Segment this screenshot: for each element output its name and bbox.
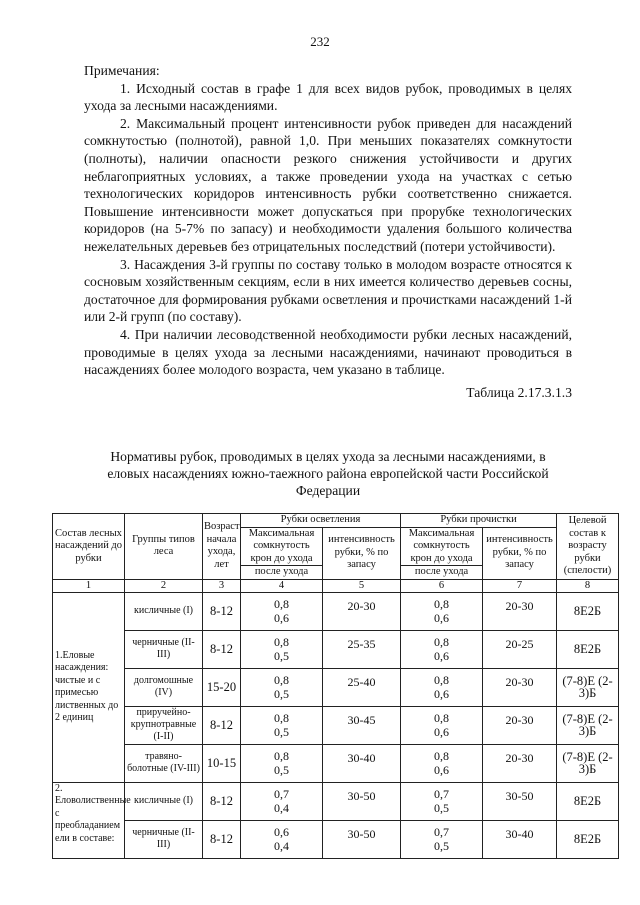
norms-table	[52, 513, 619, 859]
group-cell: долгомошные (IV)	[125, 668, 203, 706]
notes-section	[84, 62, 572, 401]
header-age: Возраст начала ухода, лет	[203, 514, 241, 580]
age-cell: 15-20	[203, 668, 241, 706]
thin-intensity-cell	[483, 630, 557, 668]
thin-after-value: 0,6	[434, 687, 450, 701]
column-number: 2	[125, 579, 203, 592]
clear-density-cell	[241, 668, 323, 706]
page-number: 232	[310, 34, 330, 49]
clear-density-cell	[241, 592, 323, 630]
thin-intensity-cell	[483, 706, 557, 744]
clear-max-value: 0,6	[274, 825, 289, 839]
table-row	[53, 630, 619, 668]
clear-after-value: 0,6	[274, 611, 289, 625]
clear-intensity-value: 30-45	[347, 713, 376, 727]
table-row	[53, 744, 619, 782]
target-cell: (7-8)Е (2-3)Б	[557, 706, 619, 744]
notes-heading: Примечания:	[84, 63, 160, 78]
clear-intensity-value: 25-40	[347, 675, 376, 689]
table-row	[53, 820, 619, 858]
thin-intensity-value: 20-30	[505, 713, 534, 727]
age-cell: 8-12	[203, 630, 241, 668]
note-2: 2. Максимальный процент интенсивности рубок приведен для насаждений сомкнутостью (полнотой), равной 1,0. При меньших показателях сомкнутости (полноты), наличии опасности резкого снижения устойчивости и других неблагоприятных условиях, а также проведении ухода на участках с сетью технологических коридоров интенсивность рубки соответственно снижается. Повышение интенсивности может допускаться при прорубке технологических коридоров (на 5-7% по запасу) и необходимости удаления большого количества нежелательных деревьев без отрицательных последствий (потери устойчивости).	[84, 115, 572, 254]
note-1: 1. Исходный состав в графе 1 для всех видов рубок, проводимых в целях ухода за лесными насаждениями.	[84, 80, 572, 114]
thin-density-cell	[401, 706, 483, 744]
thin-intensity-cell	[483, 592, 557, 630]
thin-intensity-cell	[483, 782, 557, 820]
thin-max-value: 0,8	[434, 711, 450, 725]
column-number: 6	[401, 579, 483, 592]
table-row	[53, 706, 619, 744]
group-cell: кисличные (I)	[125, 592, 203, 630]
clear-after-value: 0,5	[274, 687, 289, 701]
thin-intensity-value: 20-30	[505, 751, 534, 765]
target-cell: 8Е2Б	[557, 630, 619, 668]
note-4: 4. При наличии лесоводственной необходимости рубки лесных насаждений, проводимые в целях ухода за лесными насаждениями, начинают проводиться в насаждениях более молодого возраста, чем указано в таблице.	[84, 326, 572, 378]
table-label: Таблица 2.17.3.1.3	[466, 384, 572, 400]
group-cell: черничные (II-III)	[125, 630, 203, 668]
age-cell: 10-15	[203, 744, 241, 782]
age-cell: 8-12	[203, 706, 241, 744]
clear-after-value: 0,5	[274, 763, 289, 777]
clear-density-cell	[241, 630, 323, 668]
group-cell: приручейно-крупнотравные (I-II)	[125, 706, 203, 744]
thin-max-value: 0,8	[434, 673, 450, 687]
clear-intensity-value: 30-50	[347, 827, 376, 841]
clear-max-value: 0,7	[274, 787, 289, 801]
target-cell: (7-8)Е (2-3)Б	[557, 668, 619, 706]
header-clear-intensity: интенсивность рубки, % по запасу	[323, 527, 401, 579]
clear-intensity-cell	[323, 706, 401, 744]
composition-cell: 2. Еловолиственные с преобладанием ели в составе:	[53, 782, 125, 858]
thin-max-value: 0,7	[434, 825, 450, 839]
thin-density-cell	[401, 592, 483, 630]
thin-after-value: 0,6	[434, 763, 450, 777]
header-thin-max: Максимальная сомкнутость крон до ухода	[401, 527, 483, 566]
group-cell: кисличные (I)	[125, 782, 203, 820]
thin-max-value: 0,8	[434, 635, 450, 649]
column-number-row	[53, 579, 619, 592]
table-row	[53, 668, 619, 706]
header-group: Группы типов леса	[125, 514, 203, 580]
header-target: Целевой состав к возрасту рубки (спелости)	[557, 514, 619, 580]
thin-max-value: 0,7	[434, 787, 450, 801]
table-row	[53, 782, 619, 820]
thin-after-value: 0,6	[434, 611, 450, 625]
thin-density-cell	[401, 782, 483, 820]
clear-intensity-cell	[323, 630, 401, 668]
table-title: Нормативы рубок, проводимых в целях ухода за лесными насаждениями, в еловых насаждениях южно-таежного района европейской части Российской Федерации	[107, 449, 549, 498]
clear-max-value: 0,8	[274, 635, 289, 649]
target-cell: (7-8)Е (2-3)Б	[557, 744, 619, 782]
column-number: 5	[323, 579, 401, 592]
clear-max-value: 0,8	[274, 711, 289, 725]
clear-density-cell	[241, 782, 323, 820]
clear-intensity-cell	[323, 820, 401, 858]
thin-after-value: 0,6	[434, 649, 450, 663]
thin-after-value: 0,5	[434, 839, 450, 853]
thin-intensity-value: 30-50	[505, 789, 534, 803]
thin-after-value: 0,5	[434, 801, 450, 815]
clear-intensity-cell	[323, 668, 401, 706]
thin-intensity-value: 20-30	[505, 599, 534, 613]
thin-intensity-cell	[483, 668, 557, 706]
age-cell: 8-12	[203, 592, 241, 630]
clear-intensity-value: 30-50	[347, 789, 376, 803]
clear-after-value: 0,4	[274, 801, 289, 815]
thin-density-cell	[401, 668, 483, 706]
clear-intensity-value: 25-35	[347, 637, 376, 651]
clear-max-value: 0,8	[274, 749, 289, 763]
target-cell: 8Е2Б	[557, 592, 619, 630]
group-cell: черничные (II-III)	[125, 820, 203, 858]
clear-intensity-value: 30-40	[347, 751, 376, 765]
clear-intensity-value: 20-30	[347, 599, 376, 613]
header-thin-intensity: интенсивность рубки, % по запасу	[483, 527, 557, 579]
age-cell: 8-12	[203, 782, 241, 820]
column-number: 7	[483, 579, 557, 592]
clear-intensity-cell	[323, 744, 401, 782]
header-clearing: Рубки осветления	[241, 514, 401, 528]
composition-cell: 1.Еловые насаждения: чистые и с примесью лиственных до 2 единиц	[53, 592, 125, 782]
thin-intensity-value: 20-25	[505, 637, 534, 651]
thin-density-cell	[401, 820, 483, 858]
header-composition: Состав лесных насаждений до рубки	[53, 514, 125, 580]
thin-max-value: 0,8	[434, 597, 450, 611]
clear-max-value: 0,8	[274, 597, 289, 611]
thin-intensity-value: 30-40	[505, 827, 534, 841]
thin-max-value: 0,8	[434, 749, 450, 763]
thin-intensity-cell	[483, 744, 557, 782]
header-clear-max: Максимальная сомкнутость крон до ухода	[241, 527, 323, 566]
clear-intensity-cell	[323, 782, 401, 820]
clear-density-cell	[241, 820, 323, 858]
thin-after-value: 0,6	[434, 725, 450, 739]
thin-intensity-cell	[483, 820, 557, 858]
column-number: 1	[53, 579, 125, 592]
target-cell: 8Е2Б	[557, 820, 619, 858]
thin-intensity-value: 20-30	[505, 675, 534, 689]
column-number: 3	[203, 579, 241, 592]
clear-density-cell	[241, 744, 323, 782]
column-number: 8	[557, 579, 619, 592]
header-thinning: Рубки прочистки	[401, 514, 557, 528]
table-row	[53, 592, 619, 630]
thin-density-cell	[401, 630, 483, 668]
column-number: 4	[241, 579, 323, 592]
age-cell: 8-12	[203, 820, 241, 858]
clear-after-value: 0,5	[274, 649, 289, 663]
target-cell: 8Е2Б	[557, 782, 619, 820]
clear-after-value: 0,5	[274, 725, 289, 739]
clear-intensity-cell	[323, 592, 401, 630]
group-cell: травяно-болотные (IV-III)	[125, 744, 203, 782]
header-clear-after: после ухода	[241, 566, 323, 580]
thin-density-cell	[401, 744, 483, 782]
clear-density-cell	[241, 706, 323, 744]
clear-after-value: 0,4	[274, 839, 289, 853]
header-thin-after: после ухода	[401, 566, 483, 580]
clear-max-value: 0,8	[274, 673, 289, 687]
note-3: 3. Насаждения 3-й группы по составу только в молодом возрасте относятся к сосновым хозяйственным секциям, если в них имеется количество деревьев сосны, достаточное для формирования рубками осветления и прочистками насаждений 1-й или 2-й групп (по составу).	[84, 256, 572, 325]
